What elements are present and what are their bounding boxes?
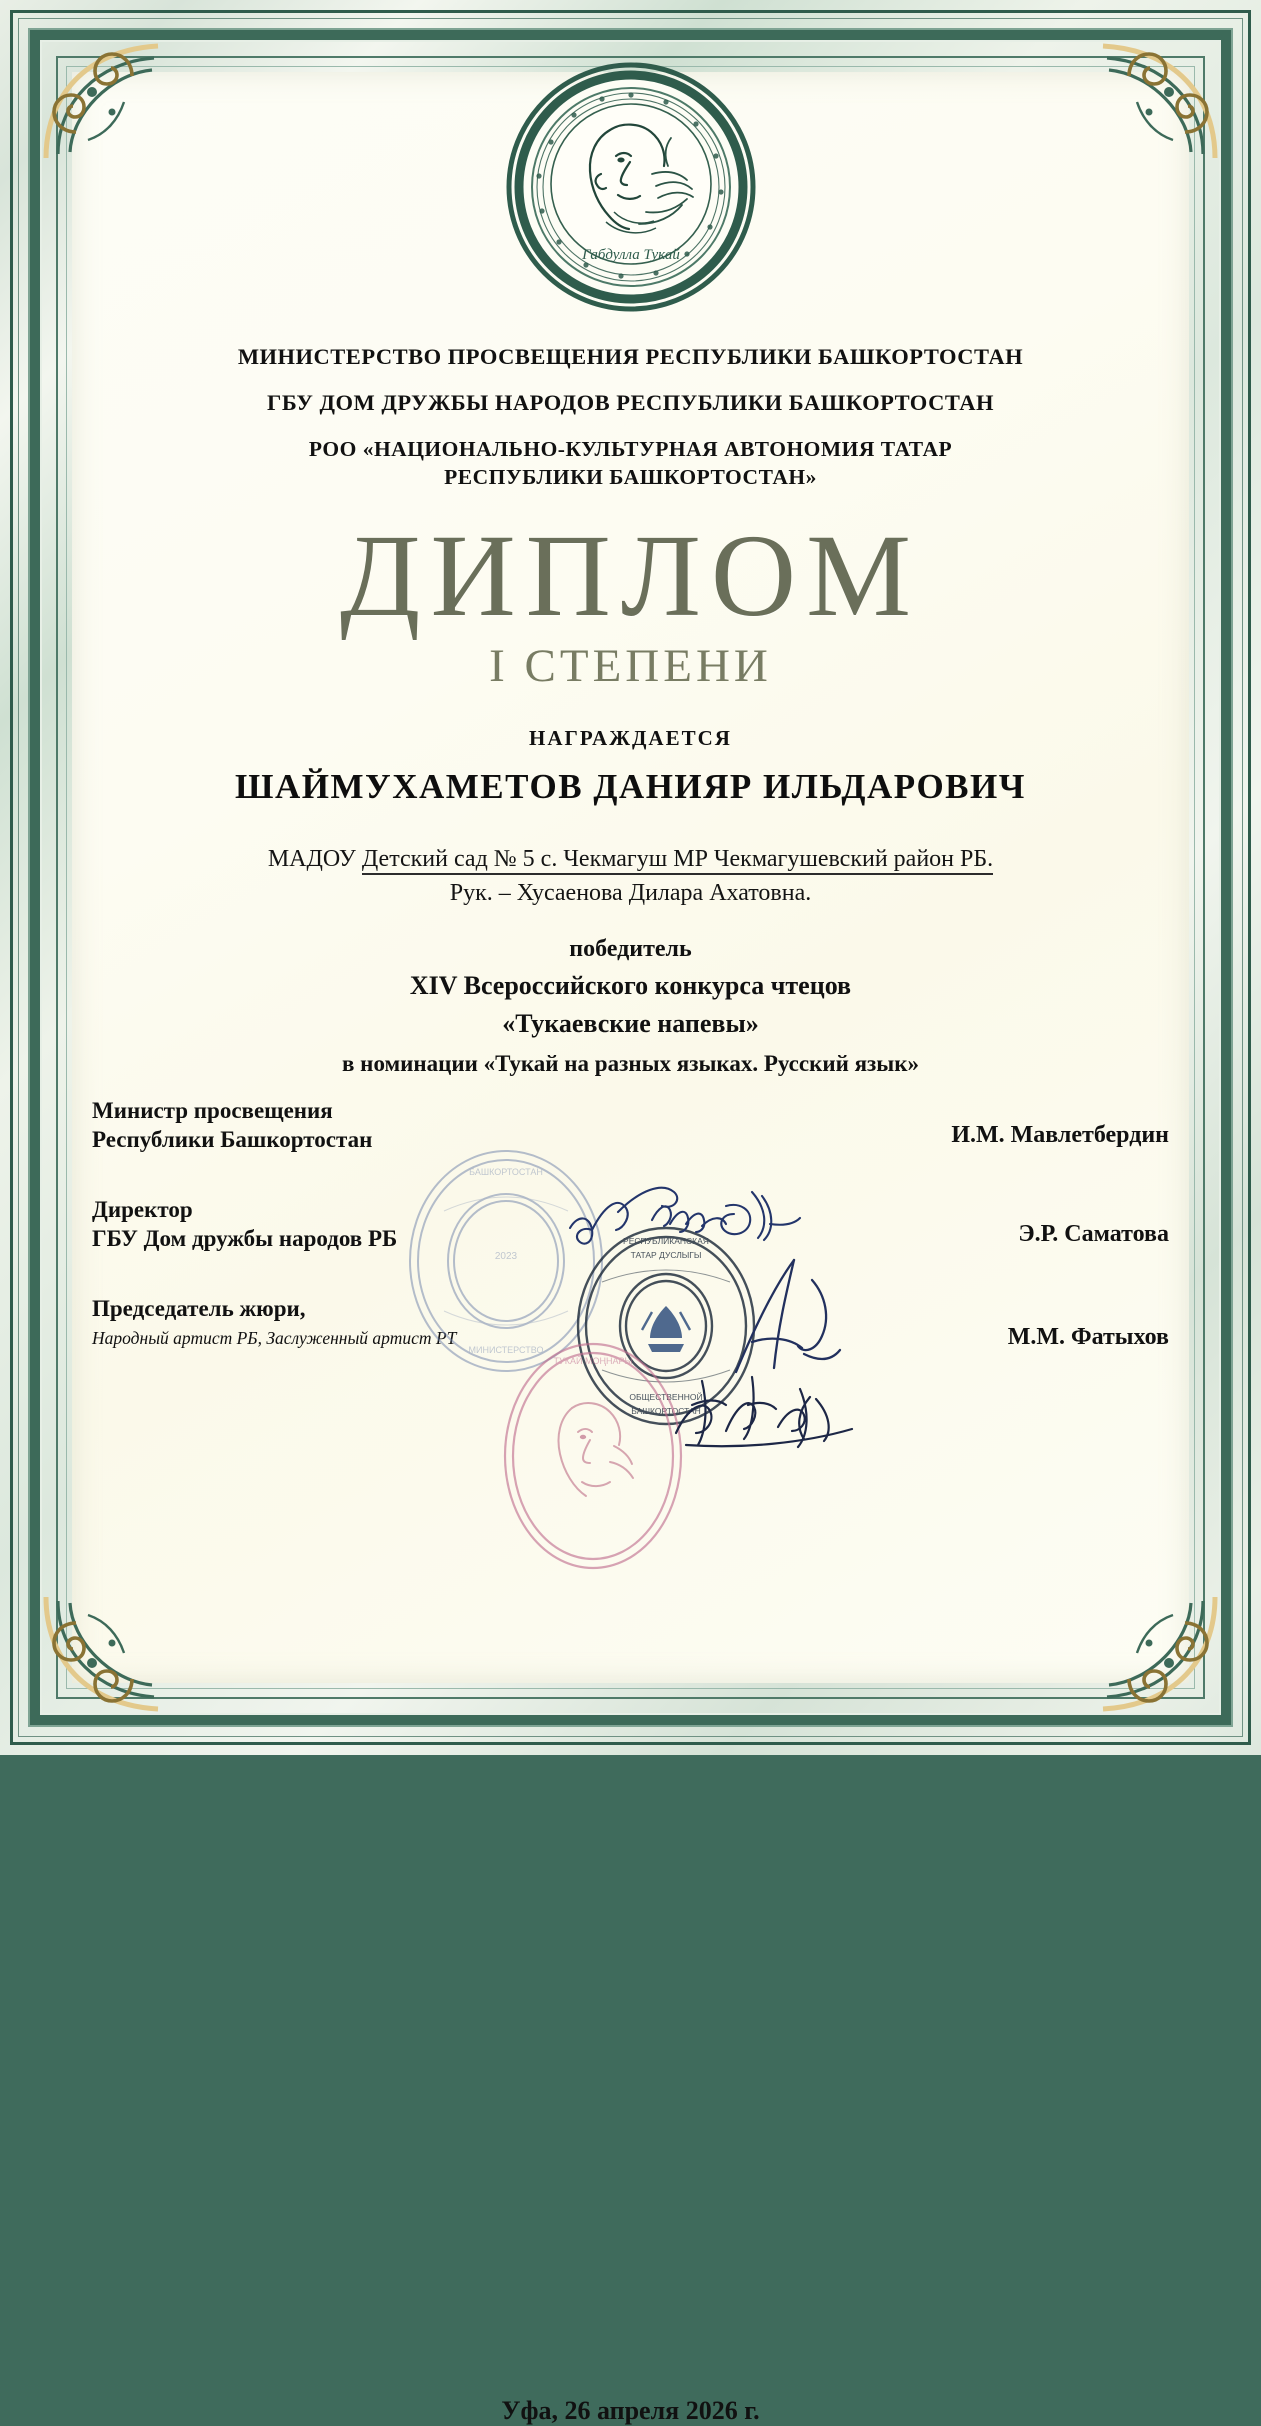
tatar-autonomy-line-1: РОО «НАЦИОНАЛЬНО-КУЛЬТУРНАЯ АВТОНОМИЯ ТАТАР (308, 437, 953, 461)
minister-title-line2: Республики Башкортостан (92, 1127, 373, 1153)
tukay-emblem (506, 62, 756, 312)
jury-chairman-title-line1: Председатель жюри, (92, 1295, 306, 1321)
organization-line (86, 846, 1175, 873)
svg-text:ОБЩЕСТВЕННОЙ: ОБЩЕСТВЕННОЙ (629, 1392, 703, 1402)
recipient-name: ШАЙМУХАМЕТОВ ДАНИЯР ИЛЬДАРОВИЧ (235, 767, 1026, 806)
director-title-line1: Директор (92, 1196, 193, 1222)
diploma-title: ДИПЛОМ (339, 510, 922, 641)
issuing-organizations (86, 344, 1175, 491)
certificate-content (86, 86, 1175, 2425)
svg-text:РЕСПУБЛИКАНСКАЯ: РЕСПУБЛИКАНСКАЯ (623, 1236, 709, 1246)
minister-title (92, 1096, 372, 1155)
signature-row-jury-chairman (92, 1294, 1169, 1351)
contest-name: XIV Всероссийского конкурса чтецов (409, 971, 852, 1000)
organization-name: Детский сад № 5 с. Чекмагуш МР Чекмагушевский район РБ. (362, 846, 993, 875)
svg-text:БАШКОРТОСТАН: БАШКОРТОСТАН (469, 1167, 543, 1177)
director-name: Э.Р. Саматова (1018, 1220, 1169, 1247)
ministry-line: МИНИСТЕРСТВО ПРОСВЕЩЕНИЯ РЕСПУБЛИКИ БАШКОРТОСТАН (237, 344, 1024, 369)
jury-chairman-subtitle: Народный артист РБ, Заслуженный артист РТ (92, 1328, 457, 1349)
svg-text:БАШКОРТОСТАН: БАШКОРТОСТАН (631, 1406, 701, 1416)
contest-title: «Тукаевские напевы» (502, 1009, 759, 1038)
issue-date: Уфа, 26 апреля 2026 г. (501, 2396, 760, 2425)
diploma-degree: I СТЕПЕНИ (489, 639, 772, 692)
svg-text:2023: 2023 (494, 1251, 518, 1262)
director-title (92, 1195, 397, 1254)
supervisor-line: Рук. – Хусаенова Дилара Ахатовна. (449, 880, 812, 906)
minister-title-line1: Министр просвещения (92, 1098, 333, 1123)
merit-status: победитель (569, 936, 692, 962)
signature-row-minister (92, 1096, 1169, 1155)
awardee-block (86, 726, 1175, 807)
tatar-autonomy-line-2: РЕСПУБЛИКИ БАШКОРТОСТАН» (444, 464, 817, 489)
friendship-house-line: ГБУ ДОМ ДРУЖБЫ НАРОДОВ РЕСПУБЛИКИ БАШКОРТОСТАН (267, 390, 994, 415)
signature-row-director (92, 1195, 1169, 1254)
jury-chairman-title (92, 1294, 456, 1350)
emblem-caption: Габдулла Тукай (581, 247, 680, 263)
nomination-line: в номинации «Тукай на разных языках. Русский язык» (342, 1051, 919, 1076)
svg-text:МИНИСТЕРСТВО: МИНИСТЕРСТВО (468, 1345, 544, 1355)
svg-text:ТУКАЙ МОҢНАРЫ: ТУКАЙ МОҢНАРЫ (553, 1356, 633, 1366)
svg-text:ТАТАР ДУСЛЫГЫ: ТАТАР ДУСЛЫГЫ (630, 1250, 702, 1260)
diploma-title-block (86, 510, 1175, 693)
merit-block (86, 936, 1175, 1077)
director-title-line2: ГБУ Дом дружбы народов РБ (92, 1226, 398, 1252)
minister-name: И.М. Мавлетбердин (951, 1122, 1169, 1148)
organization-prefix: МАДОУ (267, 846, 356, 872)
awarded-label: НАГРАЖДАЕТСЯ (529, 726, 732, 750)
organization-block (86, 846, 1175, 907)
jury-chairman-name: М.М. Фатыхов (1007, 1323, 1169, 1350)
